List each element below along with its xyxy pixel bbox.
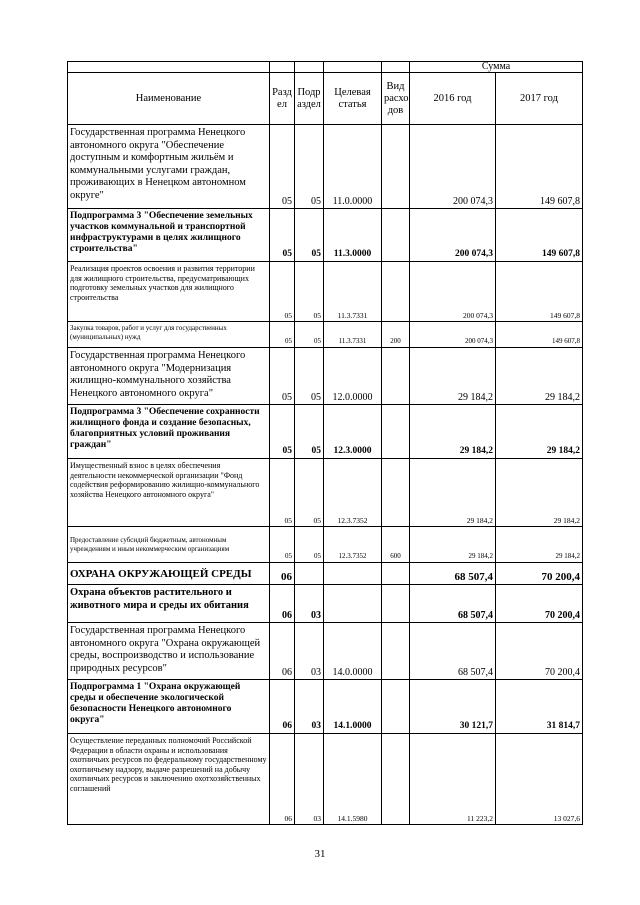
row-target: 14.1.0000 [324, 680, 382, 734]
row-name: Подпрограмма 3 "Обеспечение сохранности жилищного фонда и создание безопасных, благоприятных условий проживания граждан" [68, 405, 270, 459]
row-2016: 68 507,4 [410, 585, 496, 623]
row-section: 05 [270, 459, 295, 527]
row-name: Охрана объектов растительного и животного мира и среды их обитания [68, 585, 270, 623]
row-name: Реализация проектов освоения и развития территории для жилищного строительства, предусматривающих подготовку земельных участков для жилищного строительства [68, 262, 270, 322]
header-type: Вид расхо дов [382, 73, 410, 125]
header-2016: 2016 год [410, 73, 496, 125]
header-subsection: Подр аздел [295, 73, 324, 125]
row-2017: 70 200,4 [496, 623, 583, 680]
table-row [68, 322, 583, 348]
row-2017: 149 607,8 [496, 262, 583, 322]
row-subsection: 05 [295, 125, 324, 209]
row-section: 05 [270, 527, 295, 563]
header-target: Целевая статья [324, 73, 382, 125]
row-subsection: 05 [295, 459, 324, 527]
row-2016: 68 507,4 [410, 623, 496, 680]
row-2016: 30 121,7 [410, 680, 496, 734]
table-row [68, 348, 583, 405]
row-type [382, 459, 410, 527]
row-2017: 29 184,2 [496, 527, 583, 563]
row-subsection: 05 [295, 322, 324, 348]
row-2017: 149 607,8 [496, 322, 583, 348]
row-2016: 200 074,3 [410, 322, 496, 348]
row-target: 11.3.7331 [324, 262, 382, 322]
row-subsection: 03 [295, 680, 324, 734]
header-name: Наименование [68, 73, 270, 125]
row-name: Предоставление субсидий бюджетным, автономным учреждениям и иным некоммерческим организациям [68, 527, 270, 563]
row-2017: 70 200,4 [496, 585, 583, 623]
table-row [68, 209, 583, 262]
row-section: 06 [270, 563, 295, 585]
row-section: 06 [270, 623, 295, 680]
row-section: 06 [270, 585, 295, 623]
row-2017: 29 184,2 [496, 405, 583, 459]
table-row [68, 262, 583, 322]
row-2017: 31 814,7 [496, 680, 583, 734]
row-subsection: 05 [295, 262, 324, 322]
row-section: 06 [270, 680, 295, 734]
table-row [68, 527, 583, 563]
row-name: ОХРАНА ОКРУЖАЮЩЕЙ СРЕДЫ [68, 563, 270, 585]
row-target: 12.3.7352 [324, 527, 382, 563]
table-row [68, 585, 583, 623]
row-type [382, 734, 410, 825]
row-type: 200 [382, 322, 410, 348]
row-subsection: 05 [295, 348, 324, 405]
budget-table [67, 61, 583, 825]
row-type [382, 563, 410, 585]
row-subsection: 05 [295, 209, 324, 262]
row-2017: 70 200,4 [496, 563, 583, 585]
table-row [68, 734, 583, 825]
row-2016: 29 184,2 [410, 405, 496, 459]
row-2017: 149 607,8 [496, 209, 583, 262]
header-sum: Сумма [410, 62, 583, 73]
row-target: 14.1.5980 [324, 734, 382, 825]
row-target [324, 585, 382, 623]
row-subsection: 03 [295, 585, 324, 623]
header-2017: 2017 год [496, 73, 583, 125]
table-row [68, 459, 583, 527]
header-row [68, 73, 583, 125]
row-name: Государственная программа Ненецкого автономного округа "Обеспечение доступным и комфортным жильём и коммунальными услугами граждан, проживающих в Ненецком автономном округе" [68, 125, 270, 209]
row-target [324, 563, 382, 585]
row-2016: 29 184,2 [410, 527, 496, 563]
row-target: 12.0.0000 [324, 348, 382, 405]
row-target: 11.3.7331 [324, 322, 382, 348]
page-number: 31 [314, 848, 326, 860]
row-section: 05 [270, 262, 295, 322]
row-subsection: 03 [295, 734, 324, 825]
row-name: Имущественный взнос в целях обеспечения деятельности некоммерческой организации "Фонд содействия реформированию жилищно-коммунального хозяйства Ненецкого автономного округа" [68, 459, 270, 527]
row-type [382, 405, 410, 459]
table-row [68, 680, 583, 734]
row-2017: 29 184,2 [496, 459, 583, 527]
row-2016: 200 074,3 [410, 262, 496, 322]
header-section: Разд ел [270, 73, 295, 125]
row-subsection: 03 [295, 623, 324, 680]
row-name: Государственная программа Ненецкого автономного округа "Модернизация жилищно-коммунального хозяйства Ненецкого автономного округа" [68, 348, 270, 405]
row-target: 11.0.0000 [324, 125, 382, 209]
row-name: Государственная программа Ненецкого автономного округа "Охрана окружающей среды, воспроизводство и использование природных ресурсов" [68, 623, 270, 680]
row-name: Подпрограмма 3 "Обеспечение земельных участков коммунальной и транспортной инфраструктурами в целях жилищного строительства" [68, 209, 270, 262]
row-target: 11.3.0000 [324, 209, 382, 262]
row-2017: 29 184,2 [496, 348, 583, 405]
table-row [68, 623, 583, 680]
row-2016: 68 507,4 [410, 563, 496, 585]
row-type [382, 125, 410, 209]
row-2016: 29 184,2 [410, 348, 496, 405]
row-2016: 200 074,3 [410, 125, 496, 209]
row-2016: 200 074,3 [410, 209, 496, 262]
row-name: Закупка товаров, работ и услуг для государственных (муниципальных) нужд [68, 322, 270, 348]
row-type [382, 623, 410, 680]
row-section: 06 [270, 734, 295, 825]
row-section: 05 [270, 209, 295, 262]
row-target: 12.3.7352 [324, 459, 382, 527]
row-type [382, 262, 410, 322]
row-2016: 29 184,2 [410, 459, 496, 527]
row-subsection: 05 [295, 527, 324, 563]
row-subsection: 05 [295, 405, 324, 459]
header-sum-row [68, 62, 583, 73]
table-row [68, 405, 583, 459]
row-section: 05 [270, 348, 295, 405]
row-2017: 13 027,6 [496, 734, 583, 825]
row-target: 14.0.0000 [324, 623, 382, 680]
row-type: 600 [382, 527, 410, 563]
table-row [68, 125, 583, 209]
row-target: 12.3.0000 [324, 405, 382, 459]
row-type [382, 348, 410, 405]
row-2017: 149 607,8 [496, 125, 583, 209]
row-type [382, 209, 410, 262]
row-type [382, 585, 410, 623]
row-name: Подпрограмма 1 "Охрана окружающей среды и обеспечение экологической безопасности Ненецкого автономного округа" [68, 680, 270, 734]
table-row [68, 563, 583, 585]
row-section: 05 [270, 405, 295, 459]
row-section: 05 [270, 322, 295, 348]
row-name: Осуществление переданных полномочий Российской Федерации в области охраны и использования охотничьих ресурсов по федеральному государственному охотничьему надзору, выдаче разрешений на добычу охотничьих ресурсов и заключению охотхозяйственных соглашений [68, 734, 270, 825]
row-section: 05 [270, 125, 295, 209]
row-2016: 11 223,2 [410, 734, 496, 825]
row-subsection [295, 563, 324, 585]
row-type [382, 680, 410, 734]
